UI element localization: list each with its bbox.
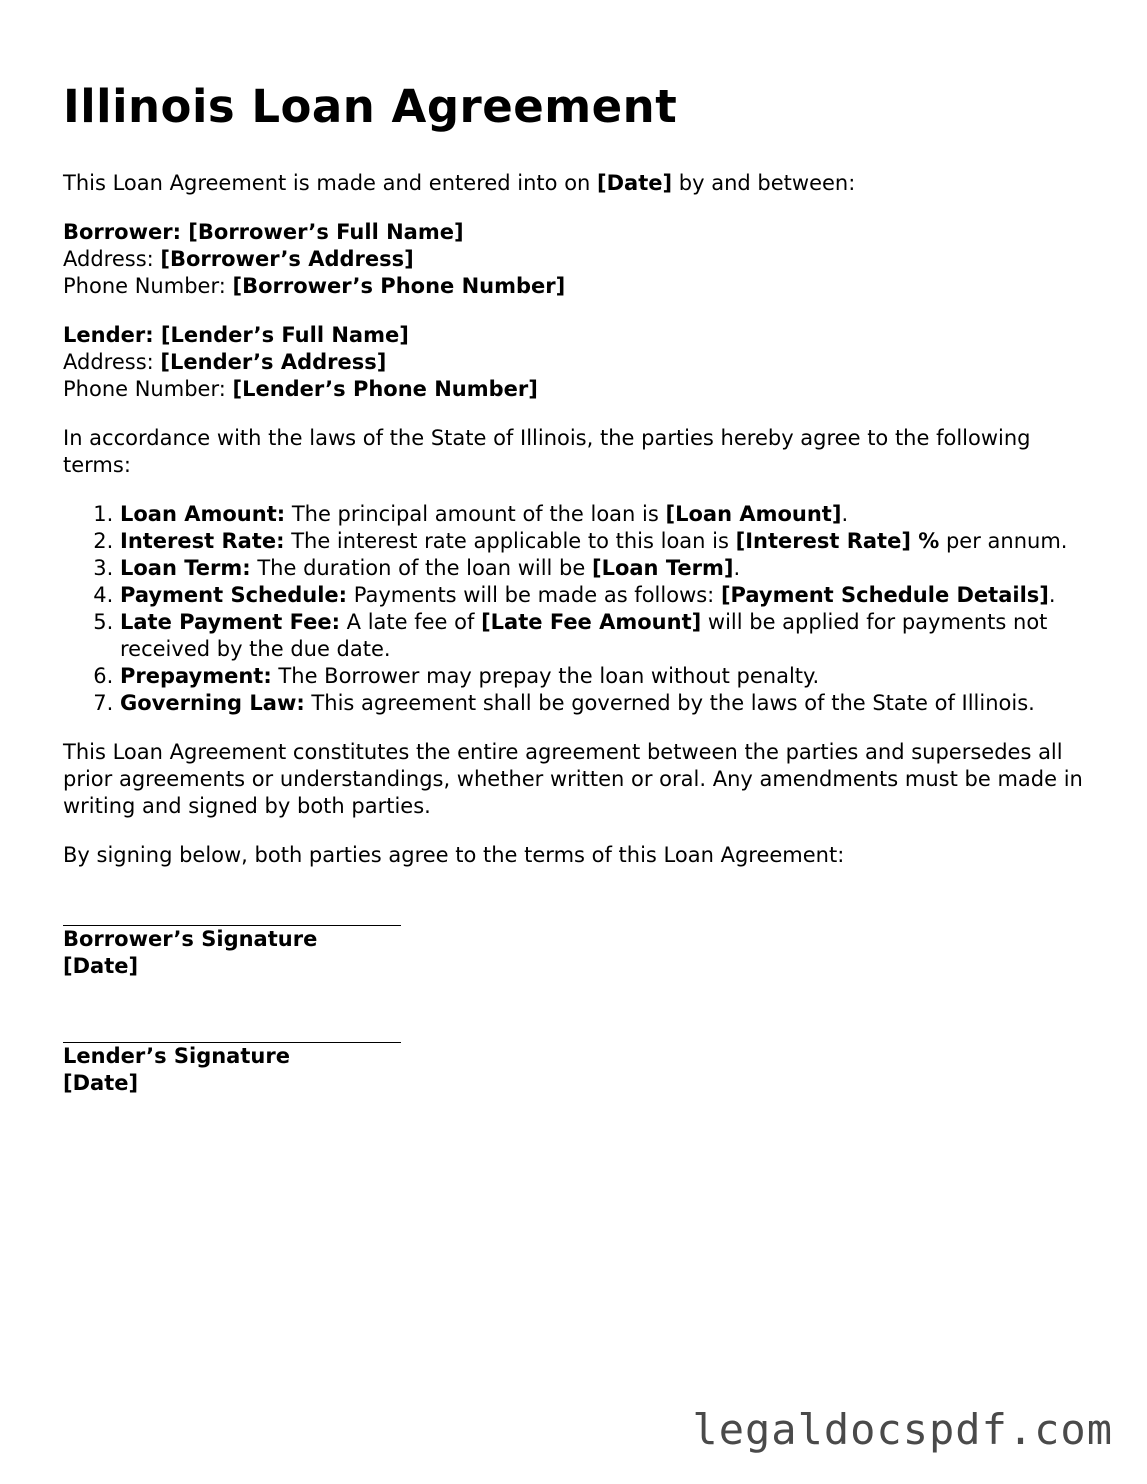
signature-date: [Date] [63, 1071, 139, 1095]
term-item: 6. Prepayment: The Borrower may prepay the loan without penalty. [120, 663, 1083, 690]
document-page [63, 78, 1083, 1133]
signing-paragraph: By signing below, both parties agree to the terms of this Loan Agreement: [63, 843, 845, 867]
lender-name: Lender: [Lender’s Full Name] [63, 323, 409, 347]
lender-signature-block [63, 1016, 1083, 1097]
signature-line[interactable] [63, 899, 401, 926]
signature-line[interactable] [63, 1016, 401, 1043]
borrower-phone: [Borrower’s Phone Number] [232, 274, 566, 298]
signature-label: Borrower’s Signature [63, 927, 318, 951]
entire-agreement-paragraph: This Loan Agreement constitutes the entire agreement between the parties and supersedes all prior agreements or understandings, whether written or oral. Any amendments must be made in writing and signed by both parties. [63, 740, 1083, 818]
term-item: 3. Loan Term: The duration of the loan will be [Loan Term]. [120, 555, 1083, 582]
term-item: 2. Interest Rate: The interest rate applicable to this loan is [Interest Rate] % per annum. [120, 528, 1083, 555]
intro-paragraph: This Loan Agreement is made and entered into on [Date] by and between: [63, 171, 856, 195]
signature-date: [Date] [63, 954, 139, 978]
lender-block: Lender: [Lender’s Full Name] Address: [Lender’s Address] Phone Number: [Lender’s Phone Number] [63, 323, 538, 401]
lender-phone: [Lender’s Phone Number] [232, 377, 538, 401]
borrower-name: Borrower: [Borrower’s Full Name] [63, 220, 464, 244]
term-item: 7. Governing Law: This agreement shall be governed by the laws of the State of Illinois. [120, 690, 1083, 717]
intro-date: [Date] [597, 171, 673, 195]
terms-list [63, 501, 1083, 717]
borrower-address: [Borrower’s Address] [160, 247, 414, 271]
term-item: 5. Late Payment Fee: A late fee of [Late Fee Amount] will be applied for payments not received by the due date. [120, 609, 1083, 663]
term-item: 4. Payment Schedule: Payments will be made as follows: [Payment Schedule Details]. [120, 582, 1083, 609]
borrower-signature-block [63, 899, 1083, 980]
term-item: 1. Loan Amount: The principal amount of the loan is [Loan Amount]. [120, 501, 1083, 528]
accordance-paragraph: In accordance with the laws of the State of Illinois, the parties hereby agree to the following terms: [63, 426, 1031, 477]
document-title: Illinois Loan Agreement [63, 80, 678, 133]
lender-address: [Lender’s Address] [160, 350, 387, 374]
borrower-block: Borrower: [Borrower’s Full Name] Address: [Borrower’s Address] Phone Number: [Borrower’s Phone Number] [63, 220, 566, 298]
brand-watermark: legaldocspdf.com [692, 1405, 1113, 1454]
signature-label: Lender’s Signature [63, 1044, 290, 1068]
